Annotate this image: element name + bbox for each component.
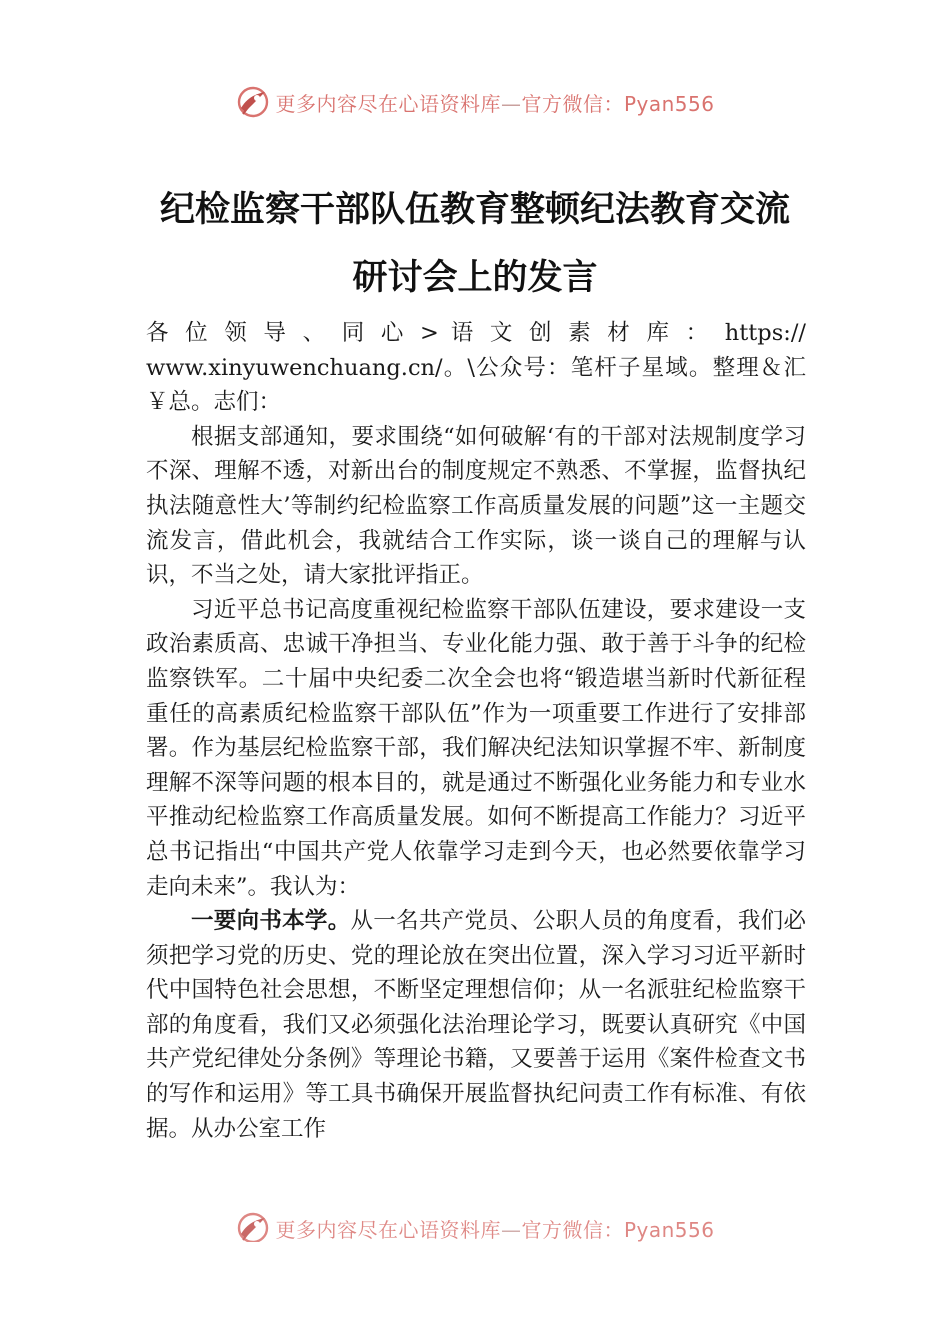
document-body bbox=[146, 316, 806, 1146]
document-title-line-1: 纪检监察干部队伍教育整顿纪法教育交流 bbox=[159, 189, 790, 230]
paragraph-1: 根据支部通知，要求围绕“如何破解‘有的干部对法规制度学习不深、理解不透，对新出台的制度规定不熟悉、不掌握，监督执纪执法随意性大’等制约纪检监察工作高质量发展的问题”这一主题交流发言，借此机会，我就结合工作实际，谈一谈自己的理解与认识，不当之处，请大家批评指正。 bbox=[146, 423, 806, 589]
greeting-line-1: 各 位 领 导 、 同 心 > 语 文 创 素 材 库 ： https:// bbox=[146, 320, 806, 346]
watermark-text: 更多内容尽在心语资料库—官方微信：Pyan556 bbox=[275, 91, 715, 116]
watermark-text-bottom: 更多内容尽在心语资料库—官方微信：Pyan556 bbox=[275, 1217, 715, 1242]
paragraph-3-text: 从一名共产党员、公职人员的角度看，我们必须把学习党的历史、党的理论放在突出位置，深入学习习近平新时代中国特色社会思想，不断坚定理想信仰；从一名派驻纪检监察干部的角度看，我们又必须强化法治理论学习，既要认真研究《中国共产党纪律处分条例》等理论书籍，又要善于运用《案件检查文书的写作和运用》等工具书确保开展监督执纪问责工作有标准、有依据。从办公室工作 bbox=[146, 908, 806, 1142]
watermark-banner-bottom bbox=[0, 1198, 950, 1242]
brush-logo-icon-bottom bbox=[235, 1210, 271, 1242]
paragraph-2: 习近平总书记高度重视纪检监察干部队伍建设，要求建设一支政治素质高、忠诚干净担当、专业化能力强、敢于善于斗争的纪检监察铁军。二十届中央纪委二次全会也将“锻造堪当新时代新征程重任的高素质纪检监察干部队伍”作为一项重要工作进行了安排部署。作为基层纪检监察干部，我们解决纪法知识掌握不牢、新制度理解不深等问题的根本目的，就是通过不断强化业务能力和专业水平推动纪检监察工作高质量发展。如何不断提高工作能力？习近平总书记指出“中国共产党人依靠学习走到今天，也必然要依靠学习走向未来”。我认为： bbox=[146, 596, 806, 900]
document-title-line-2: 研讨会上的发言 bbox=[352, 257, 598, 298]
paragraph-3 bbox=[146, 904, 806, 1146]
paragraph-3-lead: 一要向书本学。 bbox=[191, 908, 351, 935]
greeting-line-3: ￥总。志们： bbox=[146, 389, 282, 416]
greeting-line-2: www.xinyuwenchuang.cn/。\公众号：笔杆子星域。整理＆汇 bbox=[146, 354, 806, 381]
